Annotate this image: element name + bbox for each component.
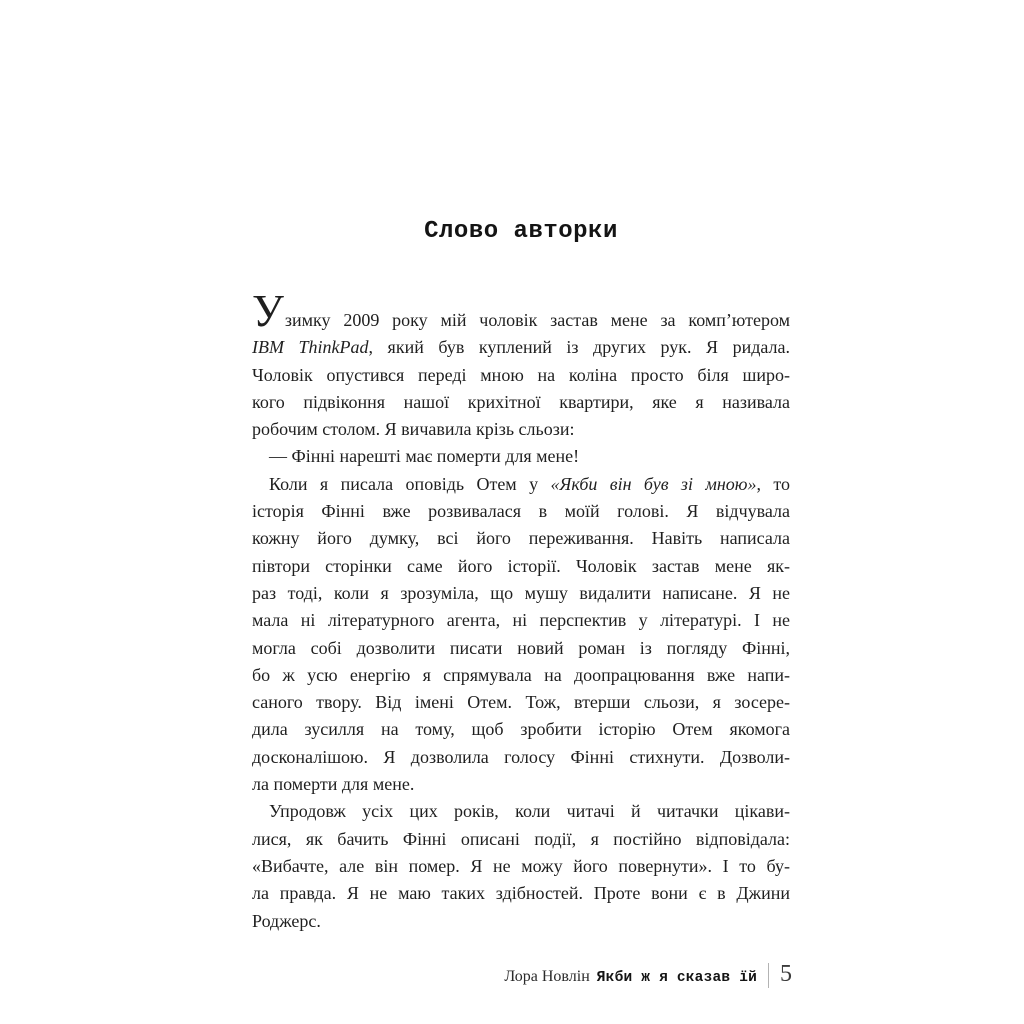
text-segment: Чоловік опустився переді мною на коліна просто біля широ-: [252, 364, 790, 385]
footer-author: Лора Новлін: [504, 968, 590, 985]
text-segment: — Фінні нарешті має померти для мене!: [269, 446, 580, 467]
drop-cap: У: [252, 286, 284, 336]
text-segment: ла правда. Я не маю таких здібностей. Проте вони є в Джини: [252, 883, 790, 904]
text-segment: дила зусилля на тому, щоб зробити історію Отем якомога: [252, 719, 790, 740]
text-segment: лися, як бачить Фінні описані події, я постійно відповідала:: [252, 828, 790, 849]
text-segment: , то: [756, 473, 790, 494]
text-line: [252, 334, 790, 361]
text-segment: Роджерс.: [252, 910, 321, 931]
text-segment: історія Фінні вже розвивалася в моїй голові. Я відчувала: [252, 501, 790, 522]
text-segment: Упродовж усіх цих років, коли читачі й читачки цікави-: [269, 801, 790, 822]
text-segment: мала ні літературного агента, ні перспектив у літературі. І не: [252, 610, 790, 631]
text-segment: «Вибачте, але він помер. Я не можу його повернути». І то бу-: [252, 855, 790, 876]
text-line: [252, 286, 790, 336]
footer-book-title: Якби ж я сказав їй: [596, 970, 757, 986]
text-line: [252, 689, 790, 716]
text-line: [252, 471, 790, 498]
chapter-title: Слово авторки: [424, 218, 618, 245]
text-segment: досконалішою. Я дозволила голосу Фінні стихнути. Дозволи-: [252, 746, 790, 767]
text-segment: кожну його думку, всі його переживання. Навіть написала: [252, 528, 790, 549]
footer-divider: [768, 963, 769, 988]
text-line: [252, 771, 790, 798]
body-text: [252, 286, 790, 935]
text-segment: Коли я писала оповідь Отем у: [269, 473, 551, 494]
text-line: [252, 880, 790, 907]
text-line: [252, 416, 790, 443]
page-number: 5: [780, 961, 792, 987]
text-segment: робочим столом. Я вичавила крізь сльози:: [252, 419, 575, 440]
text-line: [252, 389, 790, 416]
text-segment: , який був куплений із других рук. Я ридала.: [368, 337, 790, 358]
text-segment: ла померти для мене.: [252, 774, 415, 795]
italic-text-segment: «Якби він був зі мною»: [550, 473, 757, 494]
text-segment: кого підвіконня нашої крихітної квартири, яке я називала: [252, 391, 790, 412]
text-segment: півтори сторінки саме його історії. Чоловік застав мене як-: [252, 555, 790, 576]
text-line: [252, 553, 790, 580]
text-line: [252, 525, 790, 552]
text-line: [252, 580, 790, 607]
text-segment: зимку 2009 року мій чоловік застав мене за комп’ютером: [284, 310, 790, 330]
text-line: [252, 607, 790, 634]
text-line: [252, 635, 790, 662]
text-line: [252, 826, 790, 853]
text-line: [252, 798, 790, 825]
text-line: [252, 908, 790, 935]
text-line: [252, 443, 790, 470]
text-segment: могла собі дозволити писати новий роман із погляду Фінні,: [252, 637, 790, 658]
italic-text-segment: IBM ThinkPad: [252, 337, 369, 358]
text-segment: раз тоді, коли я зрозуміла, що мушу видалити написане. Я не: [252, 582, 790, 603]
text-segment: саного твору. Від імені Отем. Тож, втерши сльози, я зосере-: [252, 692, 790, 713]
text-line: [252, 744, 790, 771]
text-line: [252, 498, 790, 525]
text-line: [252, 362, 790, 389]
text-line: [252, 716, 790, 743]
page-footer: [504, 956, 792, 988]
text-segment: бо ж усю енергію я спрямувала на доопрацювання вже напи-: [252, 664, 790, 685]
text-line: [252, 853, 790, 880]
text-line: [252, 662, 790, 689]
